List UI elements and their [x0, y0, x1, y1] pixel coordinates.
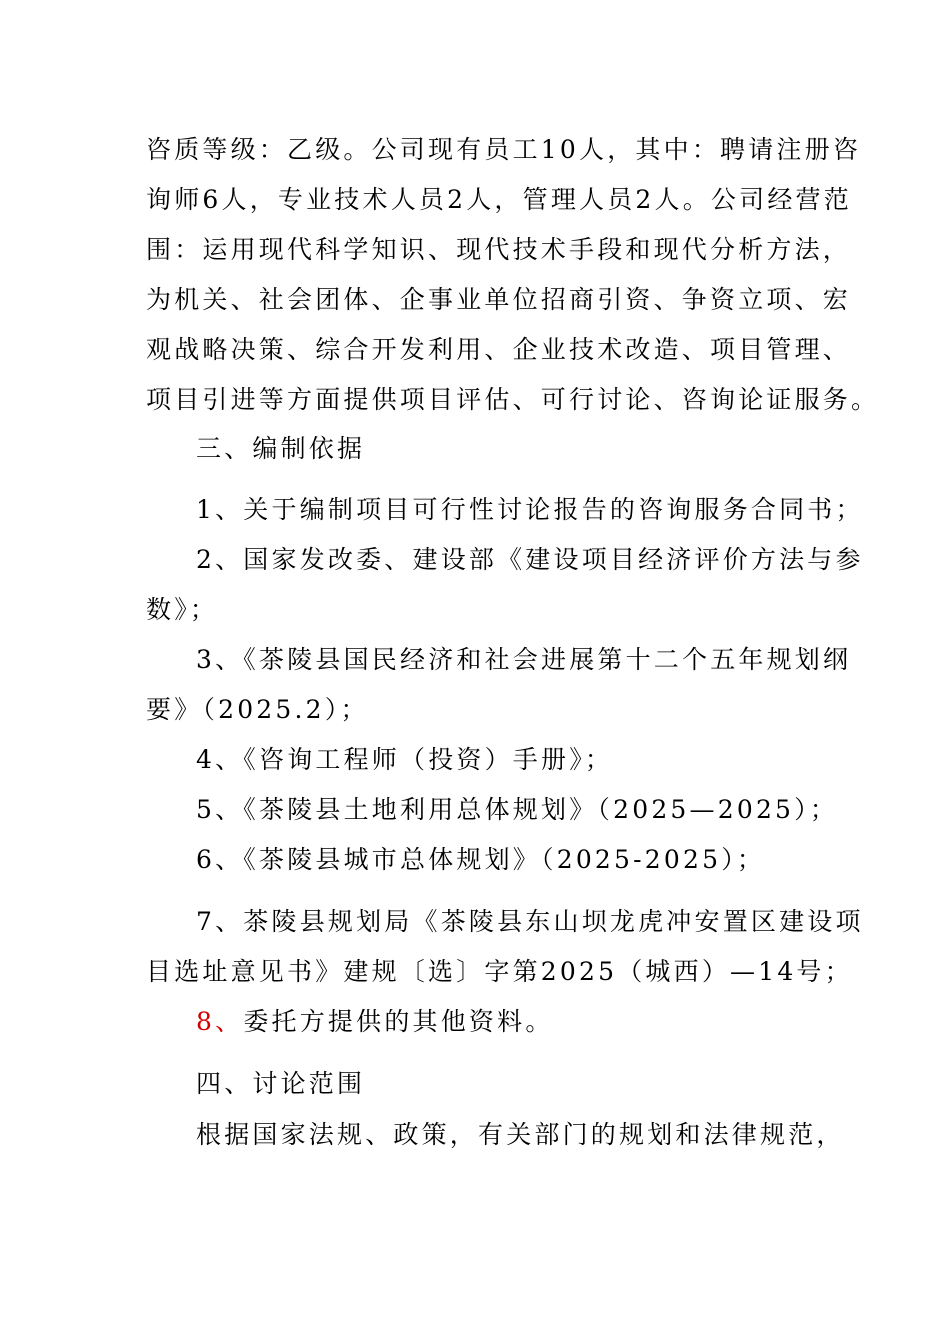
basis-item-3-line-1: 3、《茶陵县国民经济和社会进展第十二个五年规划纲 — [196, 645, 852, 674]
basis-item-7-line-1: 7、茶陵县规划局《茶陵县东山坝龙虎冲安置区建设项 — [196, 907, 864, 936]
basis-item-3-line-2: 要》（2025.2）； — [146, 695, 369, 724]
basis-item-2-line-2: 数》； — [146, 595, 219, 624]
intro-line-4: 为机关、社会团体、企事业单位招商引资、争资立项、宏 — [146, 285, 852, 314]
intro-line-2: 询师6人，专业技术人员2人，管理人员2人。公司经营范 — [146, 185, 852, 214]
basis-item-8-text: 委托方提供的其他资料。 — [243, 1007, 554, 1036]
basis-item-4: 4、《咨询工程师（投资）手册》； — [196, 745, 614, 774]
intro-line-1: 咨质等级：乙级。公司现有员工10人，其中：聘请注册咨 — [146, 135, 862, 164]
basis-item-7-line-2: 目选址意见书》建规〔选〕字第2025（城西）—14号； — [146, 957, 853, 986]
basis-item-6: 6、《茶陵县城市总体规划》（2025-2025）； — [196, 845, 766, 874]
intro-line-3: 围：运用现代科学知识、现代技术手段和现代分析方法， — [146, 235, 852, 264]
basis-item-2-line-1: 2、国家发改委、建设部《建设项目经济评价方法与参 — [196, 545, 864, 574]
intro-line-6: 项目引进等方面提供项目评估、可行讨论、咨询论证服务。 — [146, 385, 880, 414]
intro-line-5: 观战略决策、综合开发利用、企业技术改造、项目管理、 — [146, 335, 852, 364]
basis-item-1: 1、关于编制项目可行性讨论报告的咨询服务合同书； — [196, 495, 864, 524]
basis-item-5: 5、《茶陵县土地利用总体规划》（2025—2025）； — [196, 795, 839, 824]
section-heading-scope: 四、讨论范围 — [196, 1069, 366, 1098]
scope-paragraph-line-1: 根据国家法规、政策，有关部门的规划和法律规范， — [196, 1120, 845, 1149]
basis-item-8 — [196, 1005, 810, 1039]
basis-item-8-number: 8、 — [196, 1007, 244, 1036]
section-heading-basis: 三、编制依据 — [196, 434, 366, 463]
